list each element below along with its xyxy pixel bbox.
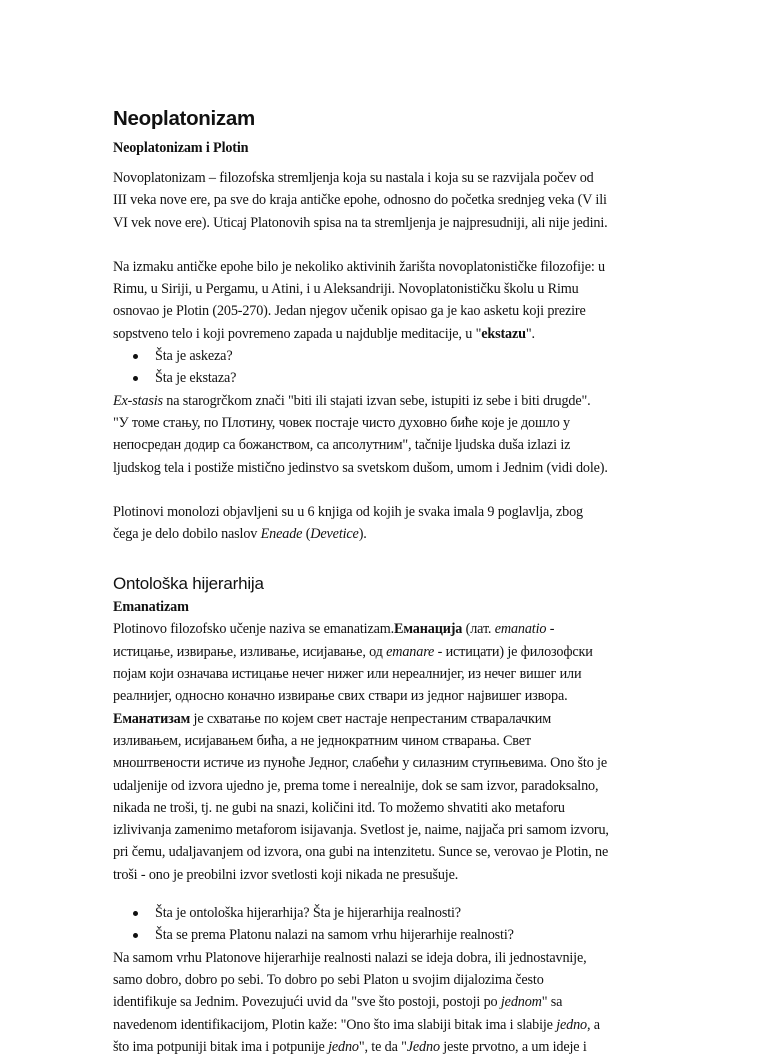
italic-term: emanare	[386, 643, 435, 660]
emanatizam-paragraph: Plotinovo filozofsko učenje naziva se emanatizam.Еманација (лат. emanatio - истицање, извирање, изливање, исијавање, од emanare - истицати) је филозофски појам који означава истицање нечег нижег или нереалнијег, из нечег вишег или реалнијег, односно коначно извирање свих ствари из једног највишег извора.	[113, 621, 593, 705]
list-item: Šta se prema Platonu nalazi na samom vrhu hijerarhije realnosti?	[113, 924, 633, 946]
text-line: Na samom vrhu Platonove hijerarhije realnosti nalazi se ideja dobra, ili jednostavnije,	[113, 949, 587, 966]
text-line: pri čemu, udaljavanjem od izvora, ona gubi na intenzitetu. Sunce se, verovao je Plotin, ne	[113, 844, 609, 861]
text-line: Na izmaku antičke epohe bilo je nekoliko aktivinih žarišta novoplatonističke filozofije: u	[113, 258, 605, 275]
document-content	[113, 104, 633, 1058]
italic-term: jednom	[500, 994, 542, 1011]
text-line: Novoplatonizam – filozofska stremljenja koja su nastala i koja su se razvijala počev od	[113, 170, 594, 186]
italic-term: Eneade	[260, 526, 303, 543]
hierarchy-paragraph: Na samom vrhu Platonove hijerarhije realnosti nalazi se ideja dobra, ili jednostavnije, samo dobro, dobro po sebi. To dobro po sebi Platon u svojim dijalozima često identifikuje sa Jednim. Povezujući uvid da "sve što postoji, postoji po jednom" sa navedenom identifikacijom, Plotin kaže: "Ono što ima slabiji bitak ima i slabije jedno, a što ima potpuniji bitak ima i potpunije jedno", te da "Jedno jeste prvotno, a um ideje i	[113, 949, 600, 1055]
bullet-icon	[133, 354, 138, 359]
italic-term: Jedno	[406, 1038, 440, 1055]
section-heading: Ontološka hijerarhija	[113, 574, 264, 594]
text-line: мноштвености истиче из пуноће Једног, слабећи у силазним ступњевима. Ono što je	[113, 755, 607, 772]
section-subtitle: Neoplatonizam i Plotin	[113, 140, 249, 156]
text-line: osnovao je Plotin (205-270). Jedan njegov učenik opisao ga je kao asketu koji prezire	[113, 303, 586, 320]
italic-term: jedno	[556, 1016, 587, 1033]
bold-term: Еманација	[394, 621, 463, 638]
text-line: nikada ne troši, tj. ne gubi na snazi, količini itd. To možemo shvatiti ako metaforu	[113, 799, 565, 816]
text-line: "У томе стању, по Плотину, човек постаје чисто духовно биће које је дошло у	[113, 414, 570, 431]
italic-term: Ex-stasis	[113, 392, 163, 409]
list-item: Šta je askeza?	[113, 345, 633, 367]
text-line: III veka nove ere, pa sve do kraja antičke epohe, odnosno do početka srednjeg veka (V ili	[113, 192, 607, 209]
text-line: samo dobro, dobro po sebi. To dobro po sebi Platon u svojim dijalozima često	[113, 971, 544, 988]
plotin-paragraph	[113, 256, 633, 345]
bold-term: Еманатизам	[113, 710, 191, 727]
text-line: појам који означава истицање нечег нижег или нереалнијег, из нечег вишег или	[113, 666, 582, 683]
bullet-icon	[133, 933, 138, 938]
ex-stasis-paragraph: Ex-stasis na starogrčkom znači "biti ili stajati izvan sebe, istupiti iz sebe i biti drugde". "У томе стању, по Плотину, човек постаје чисто духовно биће које је дошло у непосредан додир са божанством, са апсолутним", tačnije ljudska duša izlazi iz ljudskog tela i postiže mistično jedinstvo sa svetskom dušom, umom i Jednim (vidi dole).	[113, 392, 608, 476]
question-list	[113, 902, 633, 947]
subsection-heading: Emanatizam	[113, 599, 189, 616]
emanatizam-definition-paragraph: Еманатизам је схватање по којем свет настаје непрестаним стваралачким изливањем, исијавањем бића, а не једнократним чином стварања. Свет мноштвености истиче из пуноће Једног, слабећи у силазним ступњевима. Ono što je udaljenije od izvora ujedno je, prema tome i nerealnije, dok se sam izvor, paradoksalno, nikada ne troši, tj. ne gubi na snazi, količini itd. To možemo shvatiti ako metaforu izlivivanja zamenimo metaforom isijavanja. Svetlost je, naime, najjača pri samom izvoru, pri čemu, udaljavanjem od izvora, ona gubi na intenzitetu. Sunce se, verovao je Plotin, ne troši - ono je preobilni izvor svetlosti koji nikada ne presušuje.	[113, 710, 609, 883]
text-line: VI vek nove ere). Uticaj Platonovih spisa na ta stremljenja je najpresudniji, ali nije jedini.	[113, 214, 608, 231]
text-line: Plotinovi monolozi objavljeni su u 6 knjiga od kojih je svaka imala 9 poglavlja, zbog	[113, 503, 583, 520]
intro-paragraph	[113, 167, 633, 234]
bold-term: ekstazu	[481, 325, 526, 342]
page-title: Neoplatonizam	[113, 107, 255, 130]
italic-term: emanatio	[494, 621, 547, 638]
italic-term: Devetice	[310, 526, 359, 543]
text-line: ".	[525, 325, 535, 342]
list-item: Šta je ekstaza?	[113, 367, 633, 389]
text-line: Rimu, u Siriji, u Pergamu, u Atini, i u Aleksandriji. Novoplatonističku školu u Rimu	[113, 281, 579, 298]
text-line: troši - ono je preobilni izvor svetlosti koji nikada ne presušuje.	[113, 866, 459, 883]
text-line: sopstveno telo i koji povremeno zapada u najdublje meditacije, u "	[113, 325, 482, 342]
eneade-paragraph: Plotinovi monolozi objavljeni su u 6 knjiga od kojih je svaka imala 9 poglavlja, zbog čega je delo dobilo naslov Eneade (Devetice).	[113, 503, 583, 543]
bullet-icon	[133, 911, 138, 916]
text-line: реалнијег, односно коначно извирање свих ствари из једног највишег извора.	[113, 688, 568, 705]
text-line: izlivivanja zamenimo metaforom isijavanja. Svetlost je, naime, najjača pri samom izvoru,	[113, 822, 609, 839]
italic-term: jedno	[328, 1038, 359, 1055]
text-line: изливањем, исијавањем бића, а не једнократним чином стварања. Свет	[113, 732, 531, 749]
list-item: Šta je ontološka hijerarhija? Šta je hijerarhija realnosti?	[113, 902, 633, 924]
text-line: ljudskog tela i postiže mistično jedinstvo sa svetskom dušom, umom i Jednim (vidi dole).	[113, 459, 608, 476]
question-list	[113, 345, 633, 390]
text-line: udaljenije od izvora ujedno je, prema tome i nerealnije, dok se sam izvor, paradoksalno,	[113, 777, 599, 794]
text-line: непосредан додир са божанством, са апсолутним", tačnije ljudska duša izlazi iz	[113, 437, 571, 454]
bullet-icon	[133, 376, 138, 381]
